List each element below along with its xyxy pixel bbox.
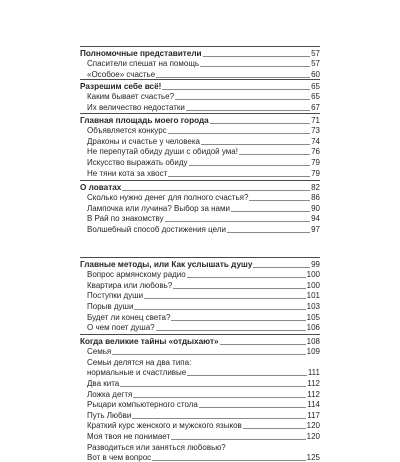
entry-title: Каким бывает счастье? <box>87 93 175 102</box>
leader-line <box>227 232 310 233</box>
toc-section <box>80 257 320 332</box>
entry-title: Порыв души <box>87 302 134 311</box>
toc-entry[interactable] <box>80 356 320 367</box>
leader-line <box>152 460 305 461</box>
leader-line <box>173 288 305 289</box>
page-number: 76 <box>311 147 320 157</box>
page-number: 108 <box>306 336 320 346</box>
entry-title: Не тяни кота за хвост <box>87 169 168 178</box>
toc-entry[interactable] <box>80 388 320 399</box>
entry-title: Волшебный способ достижения цели <box>87 225 226 234</box>
page-number: 60 <box>311 69 320 79</box>
leader-line <box>162 89 310 90</box>
page-number: 97 <box>311 224 320 234</box>
leader-line <box>168 133 310 134</box>
toc-entry[interactable] <box>80 213 320 224</box>
toc-entry[interactable] <box>80 101 320 112</box>
leader-line <box>171 439 306 440</box>
leader-line <box>112 354 305 355</box>
leader-line <box>199 407 306 408</box>
page-number: 71 <box>311 115 320 125</box>
entry-title: Не перепутай обиду души с обидой ума! <box>87 148 238 157</box>
leader-line <box>200 66 310 67</box>
entry-title: Будет ли конец света? <box>87 313 171 322</box>
entry-title: Драконы и счастье у человека <box>87 137 200 146</box>
entry-title: Моя твоя не понимает <box>87 432 171 441</box>
toc-entry[interactable] <box>80 91 320 102</box>
toc-section <box>80 46 320 79</box>
toc-entry[interactable] <box>80 311 320 322</box>
page-number: 79 <box>311 168 320 178</box>
section-title: Когда великие тайны «отдыхают» <box>80 337 219 346</box>
leader-line <box>168 176 310 177</box>
toc-entry[interactable] <box>80 223 320 234</box>
leader-line <box>253 267 310 268</box>
leader-line <box>210 123 310 124</box>
page-number: 125 <box>306 453 320 462</box>
toc-entry[interactable] <box>80 269 320 280</box>
page-number: 73 <box>311 126 320 136</box>
section-heading[interactable] <box>80 258 320 269</box>
leader-line <box>231 211 310 212</box>
page-number: 117 <box>307 410 320 420</box>
page-number: 86 <box>311 193 320 203</box>
page-number: 101 <box>306 291 320 301</box>
entry-title: Рыцари компьютерного стола <box>87 401 198 410</box>
entry-title: Поступки души <box>87 292 144 301</box>
toc-entry[interactable] <box>80 346 320 357</box>
page-number: 65 <box>311 92 320 102</box>
toc-entry[interactable] <box>80 367 320 378</box>
toc-entry[interactable] <box>80 167 320 178</box>
entry-title: Вопрос армянскому радио <box>87 271 186 280</box>
leader-line <box>203 56 311 57</box>
entry-title: Лампочка или лучина? Выбор за нами <box>87 204 230 213</box>
section-heading[interactable] <box>80 114 320 125</box>
toc-entry[interactable] <box>80 441 320 452</box>
entry-title: Спасители спешат на помощь <box>87 60 200 69</box>
page-number: 82 <box>311 182 320 192</box>
entry-title: Объявляется конкурс <box>87 127 167 136</box>
leader-line <box>187 277 306 278</box>
leader-line <box>171 320 305 321</box>
toc-section <box>80 180 320 234</box>
toc-entry[interactable] <box>80 68 320 79</box>
page-number: 111 <box>307 368 320 378</box>
entry-title: Краткий курс женского и мужского языков <box>87 422 242 431</box>
page-number: 94 <box>311 214 320 224</box>
page-number: 67 <box>311 102 320 112</box>
page-number: 103 <box>306 301 320 311</box>
toc-entry[interactable] <box>80 290 320 301</box>
leader-line <box>132 418 306 419</box>
section-title: Главные методы, или Как услышать душу <box>80 260 253 269</box>
leader-line <box>239 154 310 155</box>
entry-title: Вот в чем вопрос <box>87 454 152 462</box>
entry-title: Их величество недостатки <box>87 103 185 112</box>
section-heading[interactable] <box>80 335 320 346</box>
entry-title: Ложка дегтя <box>87 390 133 399</box>
toc-entry[interactable] <box>80 452 320 462</box>
page-number: 120 <box>306 431 320 441</box>
leader-line <box>122 190 310 191</box>
page-number: 120 <box>306 421 320 431</box>
toc-entry[interactable] <box>80 202 320 213</box>
toc-section <box>80 79 320 112</box>
page-number: 57 <box>311 59 320 69</box>
section-title: Полномочные представители <box>80 49 202 58</box>
toc-entry[interactable] <box>80 146 320 157</box>
section-heading[interactable] <box>80 181 320 192</box>
page-number: 100 <box>306 280 320 290</box>
leader-line <box>144 298 306 299</box>
section-title: Разрешим себе всё! <box>80 82 162 91</box>
leader-line <box>134 309 305 310</box>
entry-title: О чем поет душа? <box>87 324 155 333</box>
entry-title: Квартира или любовь? <box>87 281 173 290</box>
entry-title: нормальные и счастливые <box>87 369 187 378</box>
leader-line <box>120 386 306 387</box>
toc-entry[interactable] <box>80 125 320 136</box>
page-number: 79 <box>311 157 320 167</box>
leader-line <box>187 375 307 376</box>
page-number: 100 <box>306 270 320 280</box>
page-number: 90 <box>311 203 320 213</box>
leader-line <box>243 428 306 429</box>
toc-entry[interactable] <box>80 135 320 146</box>
entry-title: В Рай по знакомству <box>87 215 164 224</box>
leader-line <box>156 77 310 78</box>
toc-entry[interactable] <box>80 430 320 441</box>
page-number: 57 <box>311 48 320 58</box>
leader-line <box>133 397 306 398</box>
toc-entry[interactable] <box>80 399 320 410</box>
entry-title: Семья <box>87 348 112 357</box>
leader-line <box>189 165 311 166</box>
section-heading[interactable] <box>80 80 320 91</box>
page-number: 99 <box>311 259 320 269</box>
toc-section <box>80 113 320 178</box>
entry-title: Два кита <box>87 379 120 388</box>
section-heading[interactable] <box>80 47 320 58</box>
page-number: 112 <box>307 389 320 399</box>
toc-entry[interactable] <box>80 409 320 420</box>
leader-line <box>186 110 310 111</box>
entry-title: «Особое» счастье <box>87 70 156 79</box>
page-number: 74 <box>311 136 320 146</box>
page-number: 106 <box>306 323 320 333</box>
entry-title: Сколько нужно денег для полного счастья? <box>87 194 249 203</box>
toc-entry[interactable] <box>80 192 320 203</box>
page-number: 105 <box>306 312 320 322</box>
section-title: О ловатах <box>80 183 122 192</box>
toc-entry[interactable] <box>80 58 320 69</box>
toc-entry[interactable] <box>80 300 320 311</box>
toc-section <box>80 334 320 462</box>
page-number: 114 <box>307 400 320 410</box>
leader-line <box>175 99 310 100</box>
page-number: 112 <box>307 378 320 388</box>
entry-title: Семьи делятся на два типа: <box>87 358 192 367</box>
page-number: 65 <box>311 81 320 91</box>
entry-title: Искусство выражать обиду <box>87 158 188 167</box>
toc-entry[interactable] <box>80 322 320 333</box>
page-number: 109 <box>306 347 320 357</box>
entry-title: Путь Любви <box>87 411 132 420</box>
leader-line <box>220 344 306 345</box>
toc-entry[interactable] <box>80 279 320 290</box>
toc-entry[interactable] <box>80 420 320 431</box>
toc-entry[interactable] <box>80 377 320 388</box>
leader-line <box>156 330 306 331</box>
leader-line <box>249 200 310 201</box>
toc-entry[interactable] <box>80 156 320 167</box>
leader-line <box>165 221 311 222</box>
section-title: Главная площадь моего города <box>80 116 209 125</box>
entry-title: Разводиться или заняться любовью? <box>87 443 226 452</box>
leader-line <box>201 144 310 145</box>
